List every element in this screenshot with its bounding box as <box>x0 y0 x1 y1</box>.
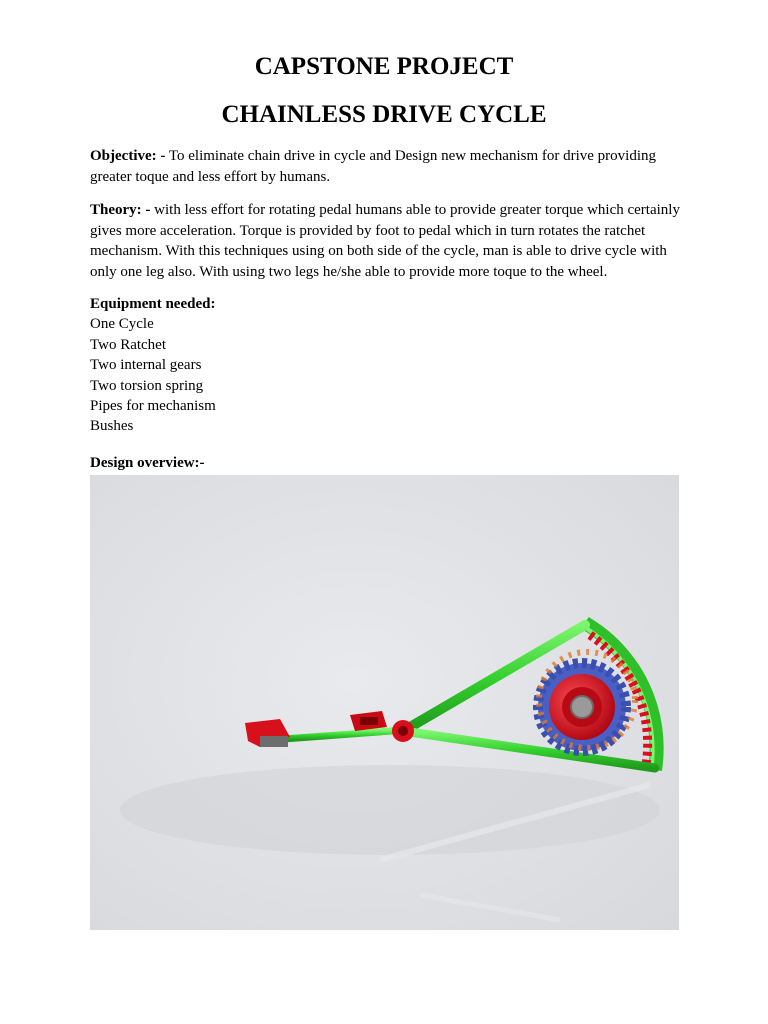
equipment-item: Two internal gears <box>90 357 202 374</box>
theory-paragraph <box>90 200 690 282</box>
objective-paragraph <box>90 146 690 187</box>
equipment-item: Pipes for mechanism <box>90 398 216 415</box>
mechanism-render <box>90 475 679 930</box>
design-render-image <box>90 475 679 930</box>
equipment-item: Bushes <box>90 418 134 435</box>
page-subtitle: CHAINLESS DRIVE CYCLE <box>221 101 547 128</box>
objective-text: To eliminate chain drive in cycle and Design new mechanism for drive providing greater toque and less effort by humans. <box>90 148 657 185</box>
equipment-item: Two Ratchet <box>90 336 167 353</box>
equipment-item: One Cycle <box>90 316 154 333</box>
equipment-heading: Equipment needed: <box>90 296 216 312</box>
equipment-item: Two torsion spring <box>90 377 204 394</box>
objective-label: Objective: - <box>90 148 166 164</box>
theory-text: with less effort for rotating pedal humans able to provide greater torque which certainly gives more acceleration. Torque is provided by foot to pedal which in turn rotates the ratchet mechanism. With this techniques using on both side of the cycle, man is able to drive cycle with only one leg also. With using two legs he/she able to provide more toque to the wheel. <box>90 202 680 280</box>
theory-label: Theory: - <box>90 202 151 218</box>
equipment-section <box>90 294 216 437</box>
page-title: CAPSTONE PROJECT <box>254 53 514 80</box>
design-overview-label: Design overview:- <box>90 455 205 471</box>
